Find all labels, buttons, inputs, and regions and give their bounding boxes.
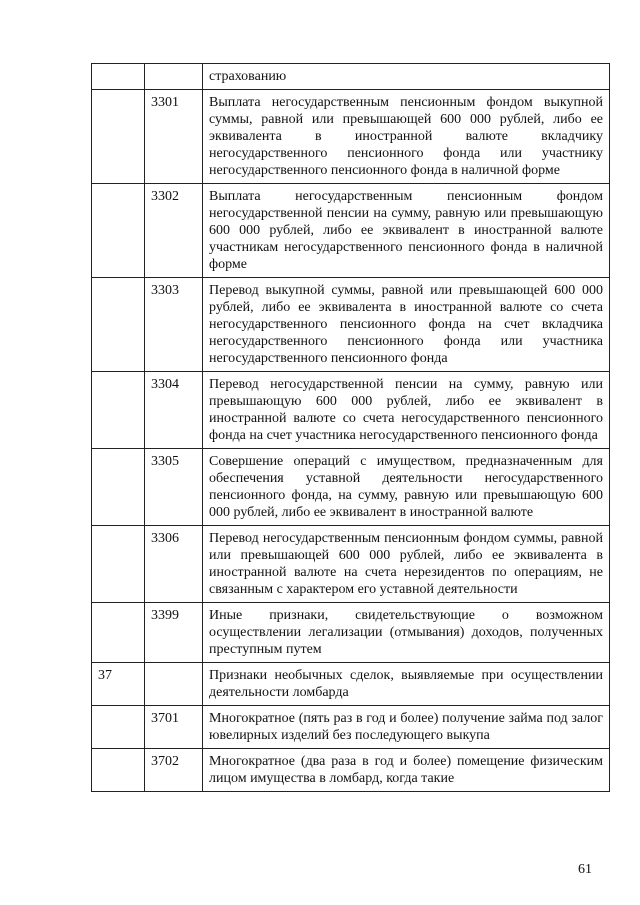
group-code-cell bbox=[92, 184, 145, 278]
indicator-description-cell: Многократное (пять раз в год и более) получение займа под залог ювелирных изделий без последующего выкупа bbox=[203, 706, 610, 749]
group-code-cell: 37 bbox=[92, 663, 145, 706]
indicator-code-cell: 3399 bbox=[145, 603, 203, 663]
group-code-cell bbox=[92, 449, 145, 526]
group-code-cell bbox=[92, 278, 145, 372]
indicator-code-cell: 3303 bbox=[145, 278, 203, 372]
indicator-description-cell: Признаки необычных сделок, выявляемые при осуществлении деятельности ломбарда bbox=[203, 663, 610, 706]
indicator-code-cell: 3301 bbox=[145, 90, 203, 184]
table-row bbox=[92, 526, 610, 603]
table-row bbox=[92, 184, 610, 278]
indicator-description-cell: Перевод негосударственной пенсии на сумму, равную или превышающую 600 000 рублей, либо ее эквивалент в иностранной валюте со счета негосударственного пенсионного фонда на счет участника негосударственного пенсионного фонда bbox=[203, 372, 610, 449]
table-row bbox=[92, 449, 610, 526]
group-code-cell bbox=[92, 749, 145, 792]
group-code-cell bbox=[92, 526, 145, 603]
indicator-code-cell bbox=[145, 64, 203, 90]
indicator-description-cell: Совершение операций с имуществом, предназначенным для обеспечения уставной деятельности негосударственного пенсионного фонда, на сумму, равную или превышающую 600 000 рублей, либо ее эквивалент в иностранной валюте bbox=[203, 449, 610, 526]
table-row bbox=[92, 603, 610, 663]
indicator-description-cell: Перевод негосударственным пенсионным фондом суммы, равной или превышающей 600 000 рублей, либо ее эквивалента в иностранной валюте на счета нерезидентов по операциям, не связанным с характером его уставной деятельности bbox=[203, 526, 610, 603]
group-code-cell bbox=[92, 706, 145, 749]
table-row bbox=[92, 706, 610, 749]
indicator-code-cell: 3304 bbox=[145, 372, 203, 449]
indicator-description-cell: Многократное (два раза в год и более) помещение физическим лицом имущества в ломбард, когда такие bbox=[203, 749, 610, 792]
table-body bbox=[92, 64, 610, 792]
table-row bbox=[92, 749, 610, 792]
table-row bbox=[92, 90, 610, 184]
indicator-description-cell: Выплата негосударственным пенсионным фондом выкупной суммы, равной или превышающей 600 000 рублей, либо ее эквивалента в иностранной валюте вкладчику негосударственного пенсионного фонда или участнику негосударственного пенсионного фонда в наличной форме bbox=[203, 90, 610, 184]
table-row bbox=[92, 372, 610, 449]
table-row bbox=[92, 278, 610, 372]
page-number: 61 bbox=[578, 862, 592, 877]
indicator-description-cell: Иные признаки, свидетельствующие о возможном осуществлении легализации (отмывания) доходов, полученных преступным путем bbox=[203, 603, 610, 663]
table-row bbox=[92, 64, 610, 90]
table-row bbox=[92, 663, 610, 706]
operations-table bbox=[91, 63, 610, 792]
indicator-code-cell: 3305 bbox=[145, 449, 203, 526]
indicator-code-cell: 3302 bbox=[145, 184, 203, 278]
group-code-cell bbox=[92, 603, 145, 663]
indicator-code-cell bbox=[145, 663, 203, 706]
indicator-description-cell: Перевод выкупной суммы, равной или превышающей 600 000 рублей, либо ее эквивалента в иностранной валюте со счета негосударственного пенсионного фонда на счет вкладчика негосударственного пенсионного фонда или участника негосударственного пенсионного фонда bbox=[203, 278, 610, 372]
indicator-description-cell: страхованию bbox=[203, 64, 610, 90]
group-code-cell bbox=[92, 372, 145, 449]
group-code-cell bbox=[92, 64, 145, 90]
indicator-code-cell: 3701 bbox=[145, 706, 203, 749]
indicator-description-cell: Выплата негосударственным пенсионным фондом негосударственной пенсии на сумму, равную или превышающую 600 000 рублей, либо ее эквивалент в иностранной валюте участникам негосударственного пенсионного фонда в наличной форме bbox=[203, 184, 610, 278]
indicator-code-cell: 3702 bbox=[145, 749, 203, 792]
indicator-code-cell: 3306 bbox=[145, 526, 203, 603]
group-code-cell bbox=[92, 90, 145, 184]
